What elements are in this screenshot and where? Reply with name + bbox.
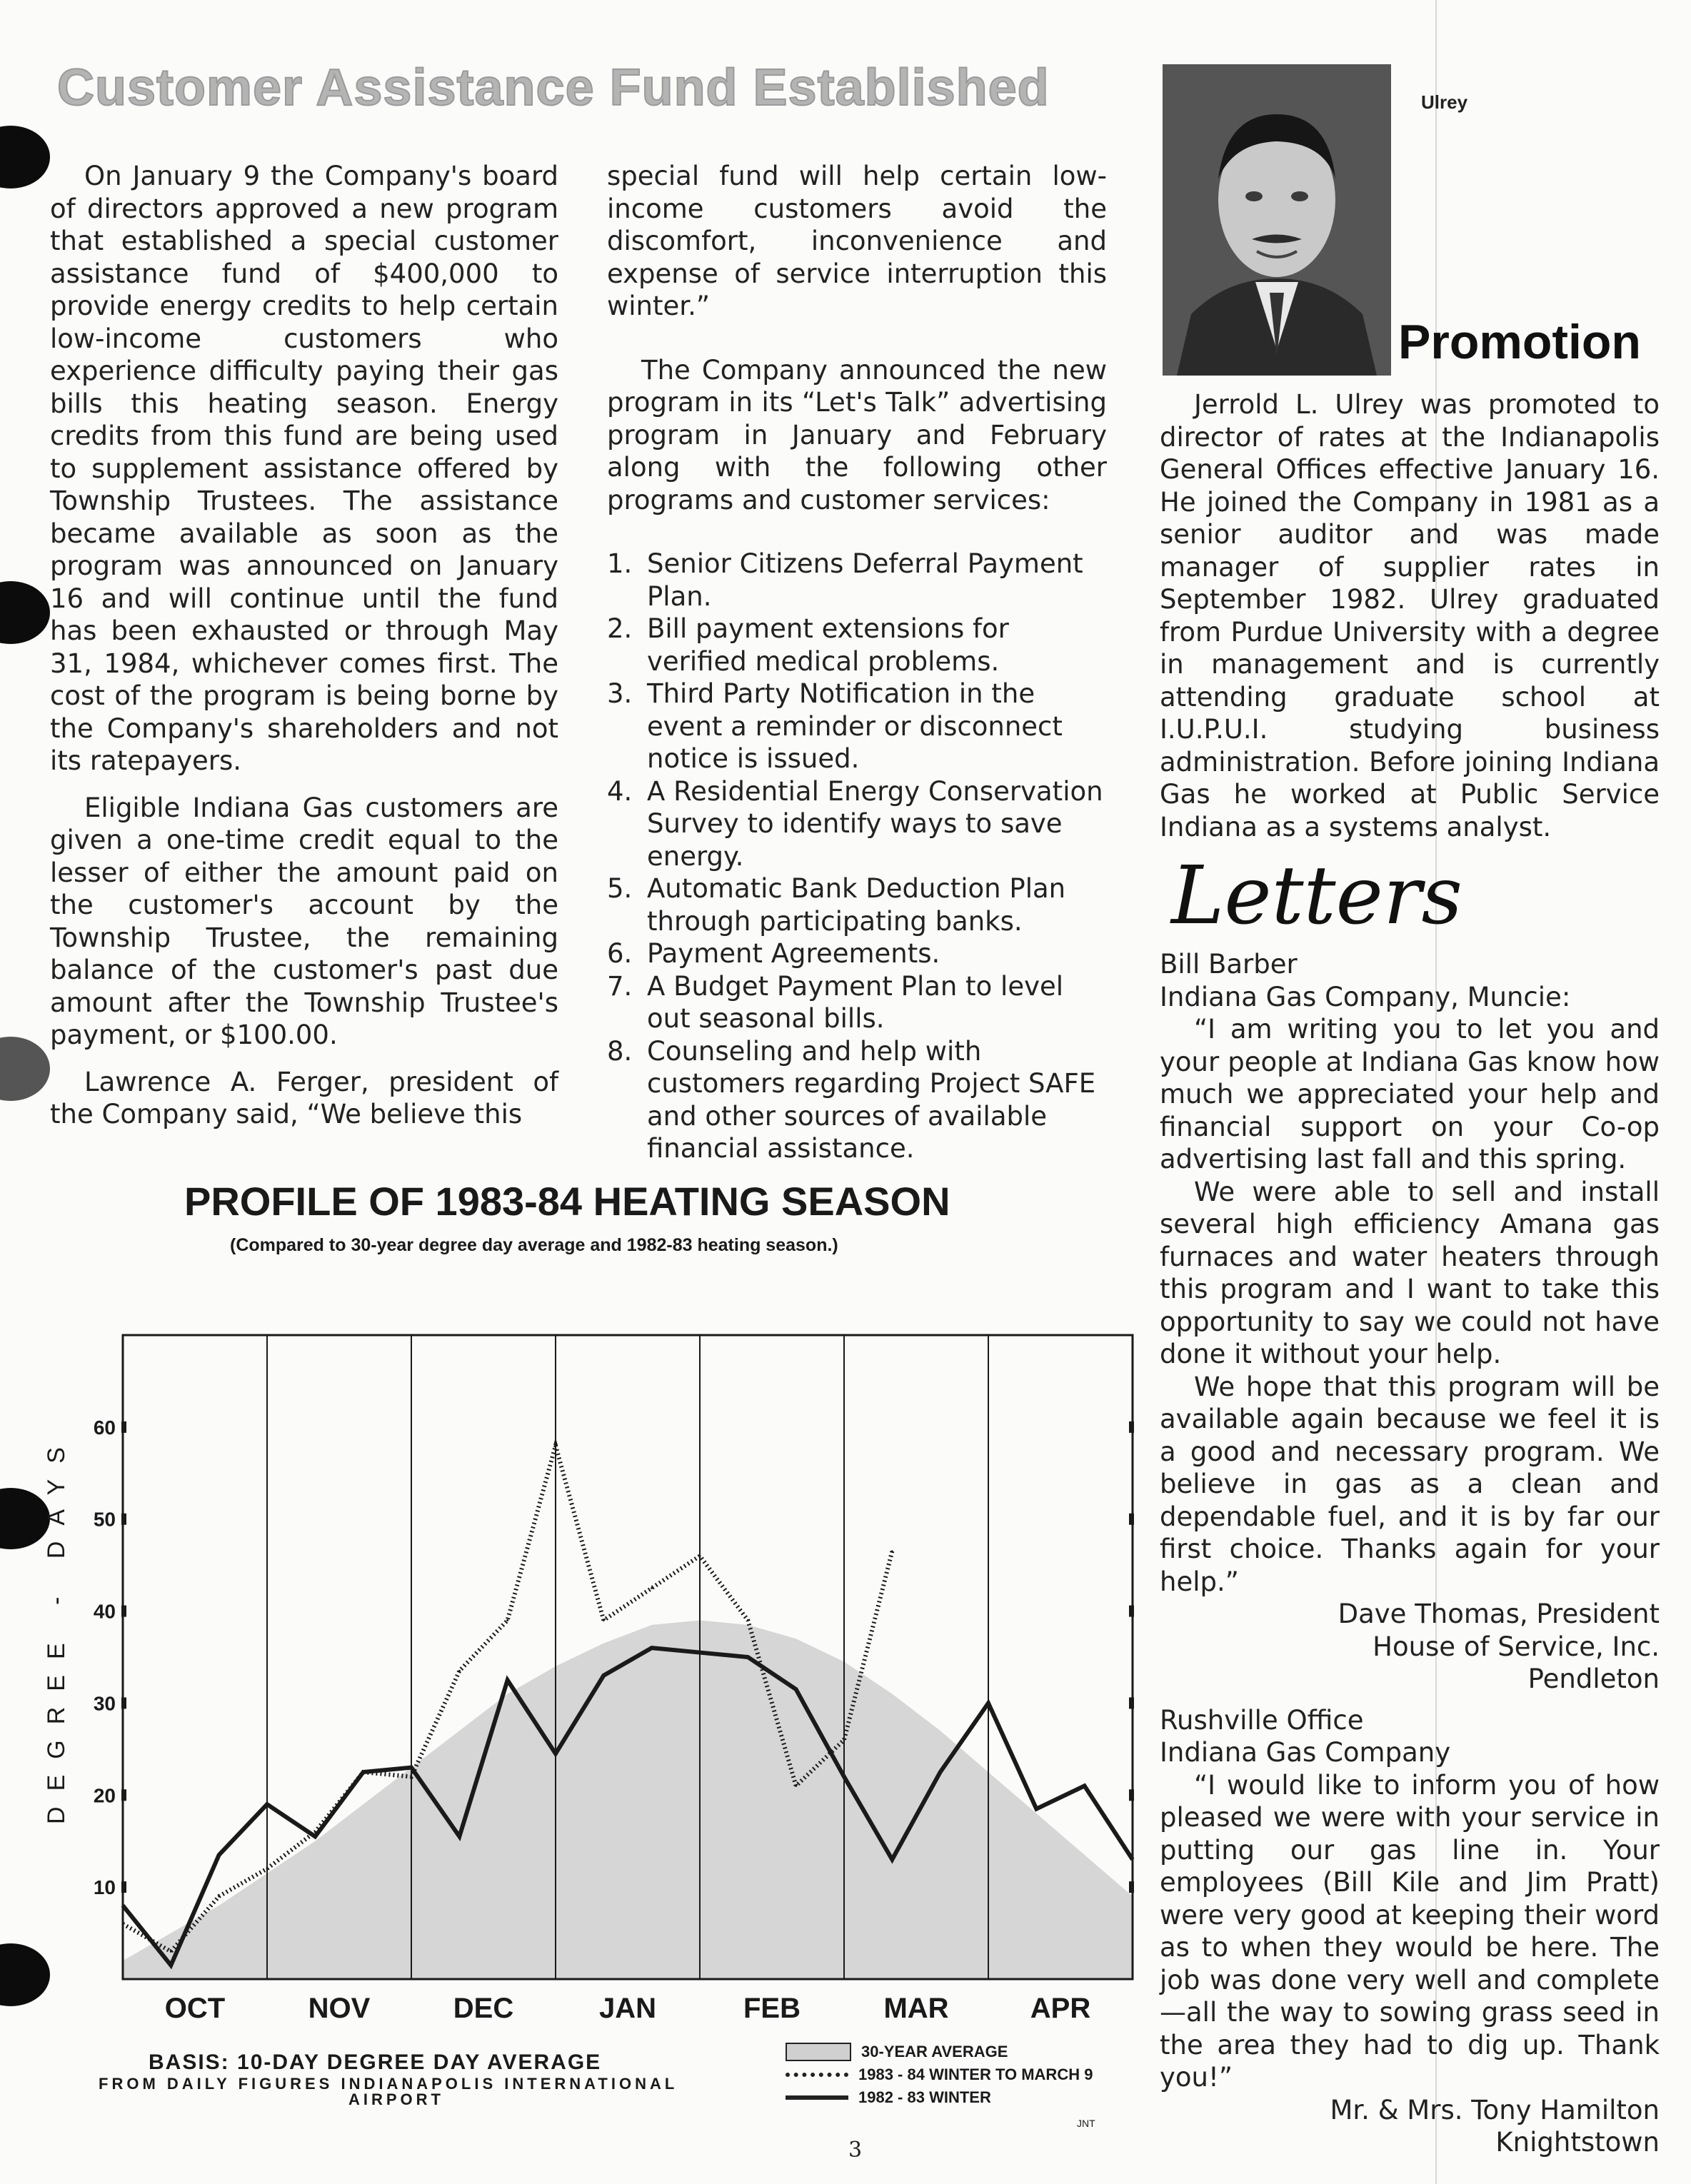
x-tick-label: MAR [883,1993,949,2024]
portrait-image [1163,64,1391,376]
letter-paragraph: We were able to sell and install several high efficiency Amana gas furnaces and water heaters through this program and I want to take this opportunity to say we could not have done it without your help. [1160,1176,1660,1369]
article-column-1 [50,160,558,1131]
data-point-1983-84 [795,1785,797,1787]
data-point-1982-83 [795,1689,797,1691]
list-item-text: A Residential Energy Conservation Survey to identify ways to save energy. [647,775,1103,872]
artist-initials: JNT [1077,2118,1095,2129]
list-item-text: A Budget Payment Plan to level out seasonal bills. [647,970,1064,1034]
y-tick-label: 10 [93,1876,116,1899]
legend-label: 30-YEAR AVERAGE [861,2043,1008,2060]
data-point-1983-84 [603,1619,605,1621]
letter-paragraph: “I would like to inform you of how pleased we were with your service in putting our gas line in. Your employees (Bill Kile and Jim Pratt) were very good at keeping their word as to when they would be here. The job was done very well and complete—all the way to sowing grass seed in the area they had to dig up. Thank you!” [1160,1769,1660,2093]
y-tick-left [121,1606,126,1617]
binder-hole [0,1037,50,1101]
data-point-1982-83 [1083,1785,1085,1787]
photo-caption: Ulrey [1421,91,1468,113]
y-tick-left [121,1697,126,1709]
data-point-1982-83 [411,1766,413,1768]
y-tick-right [1129,1881,1134,1893]
y-tick-left [121,1881,126,1893]
ulrey-portrait-photo [1163,64,1391,376]
x-tick-label: APR [1030,1993,1091,2024]
data-point-1982-83 [555,1753,557,1755]
chart-legend [786,2040,1157,2109]
data-point-1983-84 [458,1670,461,1672]
data-point-1982-83 [699,1651,701,1654]
x-tick-label: NOV [308,1993,371,2024]
services-list-item [607,775,1107,873]
legend-swatch-area [786,2043,851,2061]
binder-hole [0,126,50,188]
list-item-number: 2. [607,613,633,644]
list-item-number: 8. [607,1035,633,1067]
services-list-item [607,937,1107,970]
data-point-1982-83 [314,1836,316,1838]
list-item-text: Payment Agreements. [647,938,940,969]
list-item-text: Senior Citizens Deferral Payment Plan. [647,548,1083,612]
data-point-1982-83 [1132,1858,1134,1861]
data-point-1983-84 [122,1923,124,1925]
y-tick-right [1129,1421,1134,1433]
data-point-1982-83 [122,1904,124,1906]
x-tick-label: OCT [164,1993,226,2024]
promotion-body [1160,388,1660,843]
legend-entry [786,2040,1157,2063]
list-item-text: Third Party Notification in the event a reminder or disconnect notice is issued. [647,678,1063,774]
x-tick-label: FEB [743,1993,801,2024]
letter-signature: House of Service, Inc. [1373,1631,1660,1662]
services-list-item [607,678,1107,775]
page-number: 3 [848,2138,863,2163]
services-list-item [607,872,1107,937]
letters-heading: Letters [1171,850,1462,942]
y-tick-label: 30 [93,1692,116,1715]
data-point-1982-83 [362,1771,364,1773]
legend-entry [786,2063,1157,2086]
data-point-1983-84 [411,1776,413,1778]
article-headline: Customer Assistance Fund Established [57,59,1050,116]
list-item-number: 6. [607,938,633,969]
data-point-1983-84 [651,1587,653,1589]
data-point-1982-83 [603,1674,605,1676]
data-point-1982-83 [747,1656,749,1659]
letter-recipient-org: Indiana Gas Company [1160,1737,1451,1768]
series-area-30-year-average [123,1620,1133,1979]
data-point-1982-83 [506,1679,508,1681]
y-tick-right [1129,1697,1134,1709]
letter-paragraph: We hope that this program will be available again because we feel it is a good and necessary program. We believe in gas as a clean and dependable fuel, and it is by far our first choice. Thanks again for your help.” [1160,1371,1660,1597]
list-item-number: 1. [607,548,633,579]
legend-swatch-dotted [786,2073,848,2077]
chart-title: PROFILE OF 1983-84 HEATING SEASON [184,1179,950,1224]
data-point-1982-83 [218,1854,220,1856]
y-tick-left [121,1514,126,1525]
list-item-text: Counseling and help with customers regarding Project SAFE and other sources of available financial assistance. [647,1035,1096,1164]
x-tick-label: JAN [598,1993,657,2024]
data-point-1982-83 [843,1776,846,1778]
basis-title: BASIS: 10-DAY DEGREE DAY AVERAGE [149,2050,602,2074]
data-point-1983-84 [891,1550,893,1552]
article-paragraph: Lawrence A. Ferger, president of the Company said, “We believe this [50,1066,558,1129]
y-tick-label: 40 [93,1600,116,1623]
list-item-text: Bill payment extensions for verified medical problems. [647,613,1009,677]
data-point-1983-84 [506,1619,508,1621]
data-point-1983-84 [555,1444,557,1446]
x-tick-label: DEC [453,1993,514,2024]
y-tick-right [1129,1514,1134,1525]
data-point-1983-84 [170,1951,172,1953]
y-tick-label: 50 [93,1508,116,1531]
services-list-item [607,970,1107,1035]
letter-recipient-name: Rushville Office [1160,1704,1364,1736]
basis-line: AIRPORT [348,2090,444,2108]
y-tick-label: 20 [93,1784,116,1807]
promotion-paragraph: Jerrold L. Ulrey was promoted to director of rates at the Indianapolis General Offices effective January 16. He joined the Company in 1981 as a senior auditor and was made manager of supplier rates in September 1982. Ulrey graduated from Purdue University with a degree in management and is currently attending graduate school at I.U.P.U.I. studying business administration. Before joining Indiana Gas he worked at Public Service Indiana as a systems analyst. [1160,389,1660,842]
letter-signature: Knightstown [1495,2127,1660,2158]
y-tick-right [1129,1789,1134,1801]
letter-recipient-name: Bill Barber [1160,949,1298,980]
list-item-text: Automatic Bank Deduction Plan through participating banks. [647,873,1066,937]
data-point-1982-83 [458,1836,461,1838]
list-item-number: 4. [607,775,633,807]
data-point-1983-84 [843,1738,846,1741]
list-item-number: 7. [607,970,633,1002]
data-point-1982-83 [1035,1808,1038,1810]
y-tick-left [121,1421,126,1433]
basis-line: FROM DAILY FIGURES INDIANAPOLIS INTERNATIONAL [99,2075,678,2093]
y-tick-label: 60 [93,1416,116,1439]
article-paragraph: On January 9 the Company's board of directors approved a new program that established a special customer assistance fund of $400,000 to provide energy credits to help certain low-income customers who experience difficulty paying their gas bills this heating season. Energy credits from this fund are being used to supplement assistance offered by Township Trustees. The assistance became available as soon as the program was announced on January 16 and will continue until the fund has been exhausted or through May 31, 1984, whichever comes first. The cost of the program is being borne by the Company's shareholders and not its ratepayers. [50,161,558,776]
data-point-1982-83 [988,1702,990,1704]
data-point-1982-83 [266,1803,269,1806]
data-point-1982-83 [891,1858,893,1861]
services-list-item [607,613,1107,678]
chart-subtitle: (Compared to 30-year degree day average and 1982-83 heating season.) [230,1235,838,1255]
legend-label: 1983 - 84 WINTER TO MARCH 9 [858,2065,1093,2083]
article-paragraph: Eligible Indiana Gas customers are given a one-time credit equal to the lesser of either the amount paid on the customer's account by the Township Trustee, the remaining balance of the customer's past due amount after the Township Trustee's payment, or $100.00. [50,792,558,1050]
letter-paragraph: “I am writing you to let you and your people at Indiana Gas know how much we appreciated your help and financial support on your Co-op advertising last fall and this spring. [1160,1014,1660,1174]
data-point-1982-83 [170,1964,172,1966]
data-point-1983-84 [699,1555,701,1557]
services-list-item [607,1035,1107,1165]
data-point-1983-84 [218,1896,220,1898]
promotion-heading: Promotion [1398,315,1641,369]
data-point-1983-84 [747,1619,749,1621]
data-point-1983-84 [266,1868,269,1870]
data-point-1982-83 [939,1771,941,1773]
data-point-1982-83 [651,1647,653,1649]
article-column-2 [607,160,1107,1165]
legend-entry [786,2086,1157,2109]
article-paragraph: The Company announced the new program in its “Let's Talk” advertising program in January and February along with the following other programs and customer services: [607,354,1107,515]
letters-body [1160,948,1660,2159]
heating-season-chart [43,1314,1157,2028]
y-tick-left [121,1789,126,1801]
legend-label: 1982 - 83 WINTER [858,2088,991,2106]
article-paragraph: special fund will help certain low-income customers avoid the discomfort, inconvenience and expense of service interruption this winter.” [607,161,1107,321]
letter-signature: Dave Thomas, President [1338,1599,1660,1629]
services-list-item [607,548,1107,613]
binder-hole [0,581,50,644]
services-list [607,548,1107,1165]
y-tick-right [1129,1606,1134,1617]
list-item-number: 5. [607,873,633,904]
letter-recipient-org: Indiana Gas Company, Muncie: [1160,981,1571,1012]
letter-signature: Mr. & Mrs. Tony Hamilton [1330,2094,1660,2125]
legend-swatch-solid [786,2095,848,2100]
y-axis-label: DEGREE - DAYS [43,1431,70,1824]
list-item-number: 3. [607,678,633,709]
letter-signature: Pendleton [1527,1664,1660,1694]
